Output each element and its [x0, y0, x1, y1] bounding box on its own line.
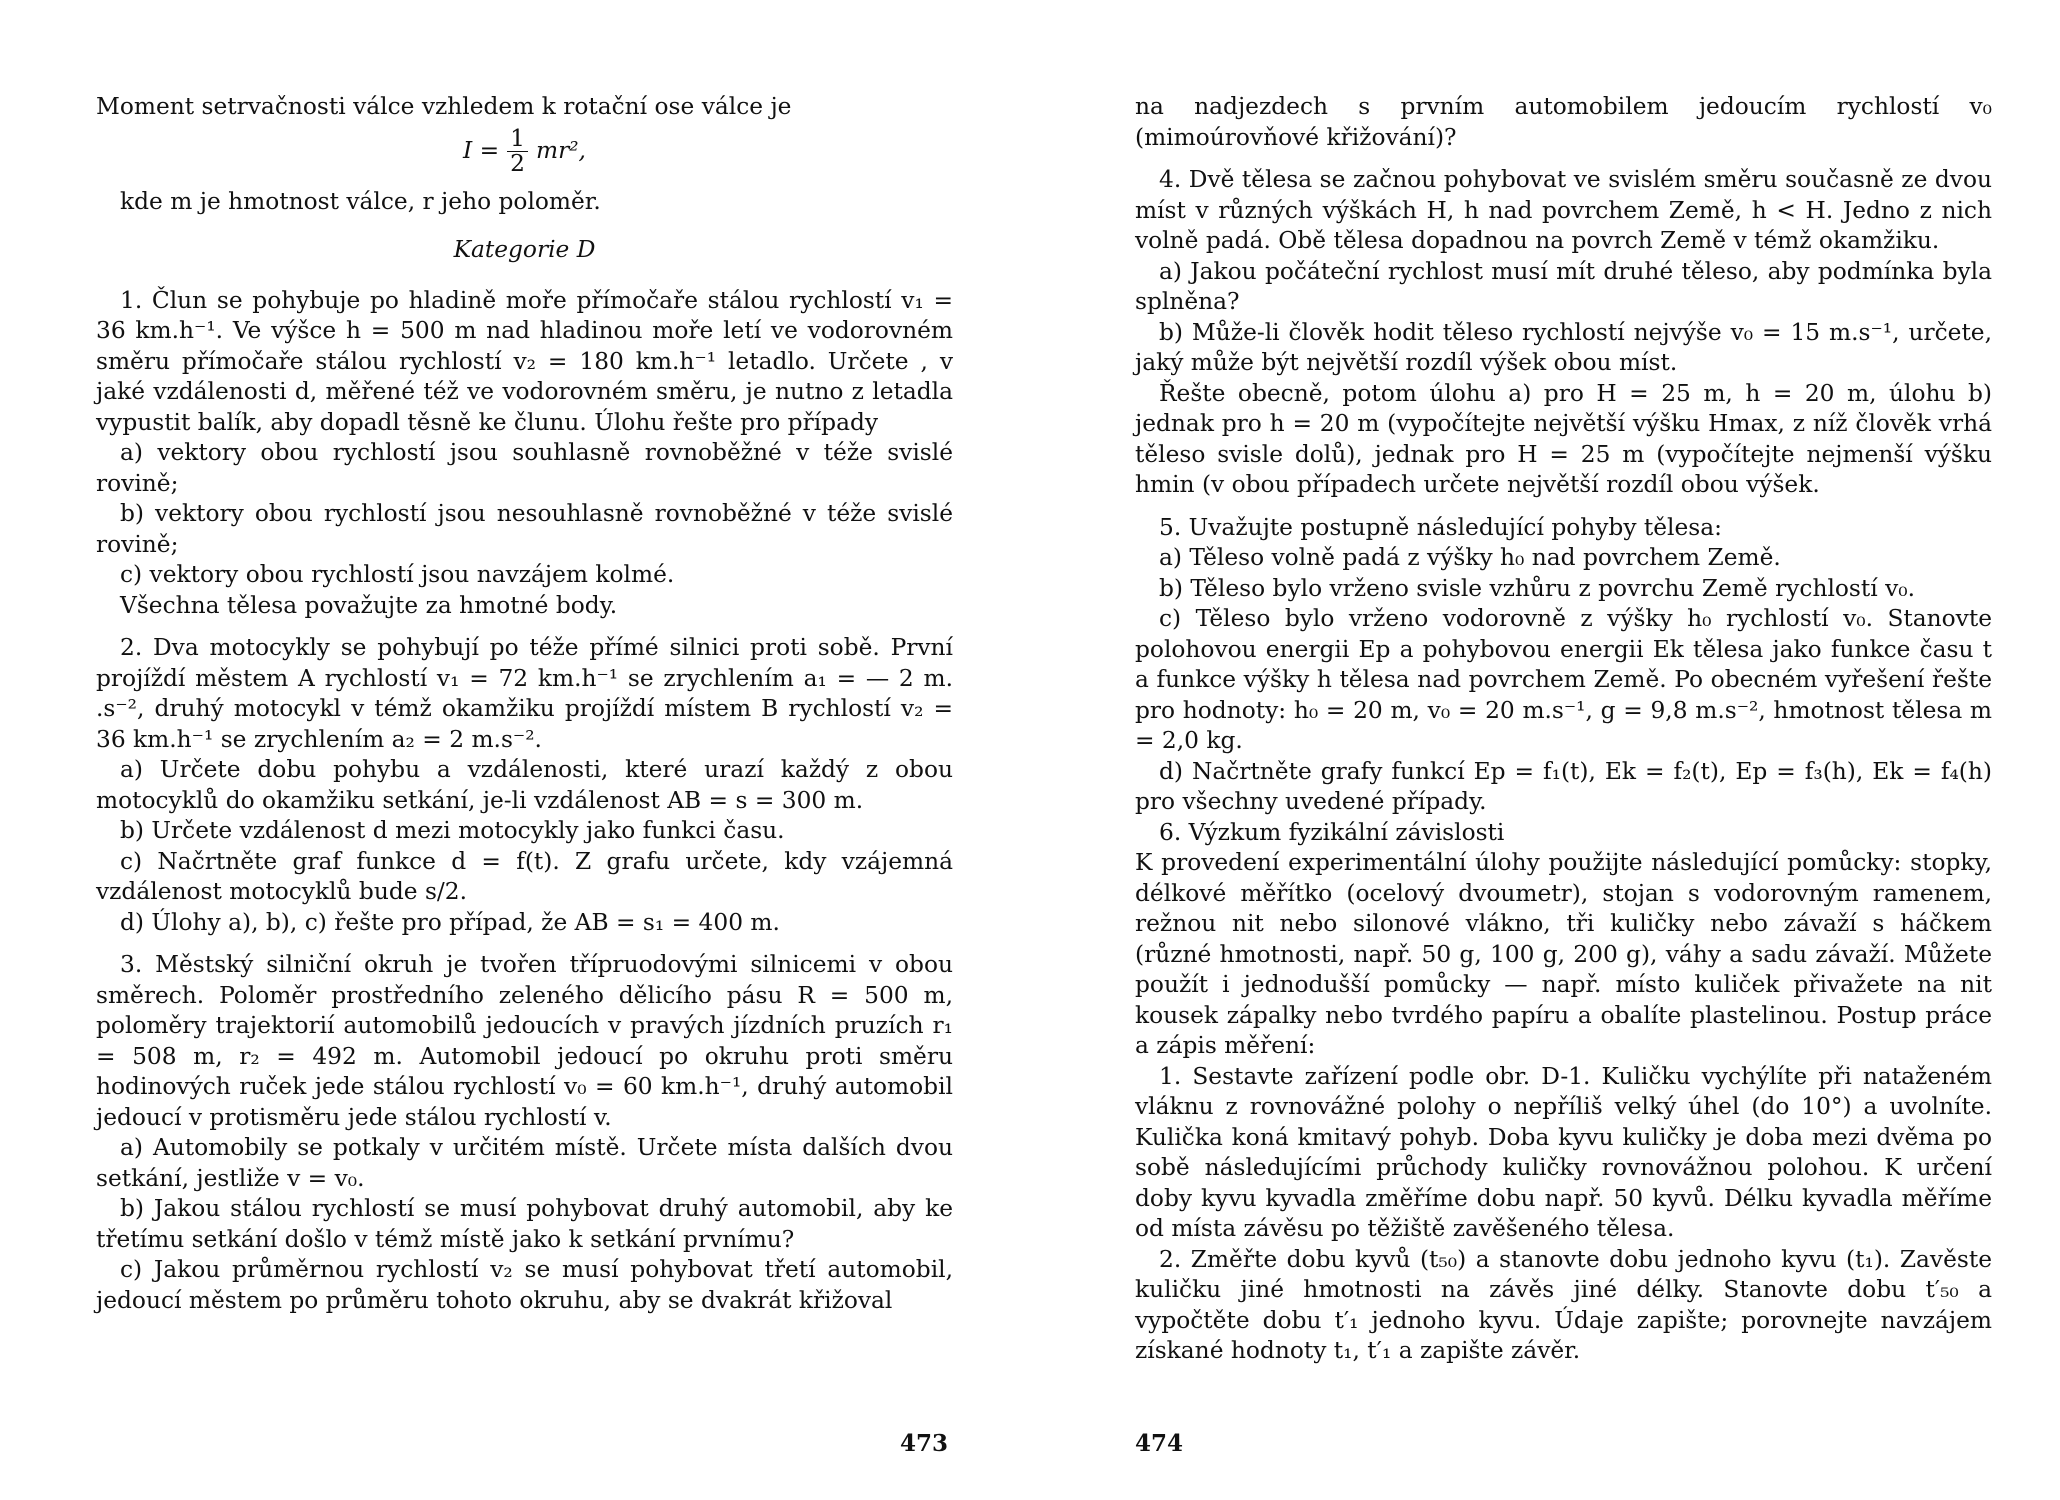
problem-3-continued: na nadjezdech s prvním automobilem jedoucím rychlostí v₀ (mimoúrovňové křižování)?	[1135, 93, 1992, 151]
problem-4-a: a) Jakou počáteční rychlost musí mít druhé těleso, aby podmínka byla splněna?	[1135, 257, 1992, 315]
problem-2-a: a) Určete dobu pohybu a vzdálenosti, které urazí každý z obou motocyklů do okamžiku setkání, je-li vzdálenost AB = s = 300 m.	[96, 756, 953, 814]
problem-4-instructions: Řešte obecně, potom úlohu a) pro H = 25 m, h = 20 m, úlohu b) jednak pro h = 20 m (vypočítejte největší výšku Hmax, z níž člověk vrhá těleso svisle dolů), jednak pro H = 25 m (vypočítejte nejmenší výšku hmin (v obou případech určete největší rozdíl obou výšek.	[1135, 379, 1992, 498]
section-heading: Kategorie D	[453, 236, 596, 263]
problem-5-d: d) Načrtněte grafy funkcí Ep = f₁(t), Ek = f₂(t), Ep = f₃(h), Ek = f₄(h) pro všechny uvedené případy.	[1135, 757, 1992, 815]
problem-6-intro: K provedení experimentální úlohy použijte následující pomůcky: stopky, délkové měřítko (ocelový dvoumetr), stojan s vodorovným ramenem, režnou nit nebo silonové vlákno, tři kuličky nebo závaží s háčkem (různé hmotnosti, např. 50 g, 100 g, 200 g), váhy a sadu závaží. Můžete použít i jednodušší pomůcky — např. místo kuliček přivažete na nit kousek zápalky nebo tvrdého papíru a obalíte plastelinou. Postup práce a zápis měření:	[1135, 849, 1992, 1059]
problem-2-d: d) Úlohy a), b), c) řešte pro případ, že AB = s₁ = 400 m.	[120, 908, 780, 936]
problem-2-b: b) Určete vzdálenost d mezi motocykly jako funkci času.	[120, 817, 785, 844]
problem-1-note: Všechna tělesa považujte za hmotné body.	[120, 591, 618, 619]
problem-3-c: c) Jakou průměrnou rychlostí v₂ se musí pohybovat třetí automobil, jedoucí městem po průměru tohoto okruhu, aby se dvakrát křižoval	[96, 1256, 953, 1314]
problem-3-b: b) Jakou stálou rychlostí se musí pohybovat druhý automobil, aby ke třetímu setkání došlo v témž místě jako k setkání prvnímu?	[96, 1195, 953, 1253]
formula-fraction	[507, 124, 528, 177]
problem-6-step-1: 1. Sestavte zařízení podle obr. D-1. Kuličku vychýlíte při nataženém vláknu z rovnovážné polohy o nepříliš velký úhel (do 10°) a uvolníte. Kulička koná kmitavý pohyb. Doba kyvu kuličky je doba mezi dvěma po sobě následujícími průchody kuličky rovnovážnou polohou. K určení doby kyvu kyvadla změříme dobu např. 50 kyvů. Délku kyvadla měříme od místa závěsu po těžiště zavěšeného tělesa.	[1135, 1062, 1992, 1242]
problem-3-a: a) Automobily se potkaly v určitém místě. Určete místa dalších dvou setkání, jestliže v = v₀.	[96, 1134, 953, 1192]
left-page	[96, 92, 953, 1316]
problem-3: 3. Městský silniční okruh je tvořen třípruodovými silnicemi v obou směrech. Poloměr prostředního zeleného dělicího pásu R = 500 m, poloměry trajektorií automobilů jedoucích v pravých jízdních pruzích r₁ = 508 m, r₂ = 492 m. Automobil jedoucí po okruhu proti směru hodinových ruček jede stálou rychlostí v₀ = 60 km.h⁻¹, druhý automobil jedoucí v protisměru jede stálou rychlostí v.	[96, 951, 953, 1131]
problem-5-c: c) Těleso bylo vrženo vodorovně z výšky h₀ rychlostí v₀. Stanovte polohovou energii Ep a pohybovou energii Ek tělesa jako funkce času t a funkce výšky h tělesa nad povrchem Země. Po obecném vyřešení řešte pro hodnoty: h₀ = 20 m, v₀ = 20 m.s⁻¹, g = 9,8 m.s⁻², hmotnost tělesa m = 2,0 kg.	[1135, 605, 1992, 754]
intro-text: Moment setrvačnosti válce vzhledem k rotační ose válce je	[96, 93, 792, 120]
formula-rhs: mr²,	[535, 136, 586, 164]
problem-5-b: b) Těleso bylo vrženo svisle vzhůru z povrchu Země rychlostí v₀.	[1159, 574, 1915, 602]
formula-numerator: 1	[507, 127, 528, 152]
right-page	[1135, 92, 1992, 1367]
page-number-right: 474	[1135, 1430, 1184, 1457]
problem-1-a: a) vektory obou rychlostí jsou souhlasně rovnoběžné v téže svislé rovině;	[96, 439, 953, 497]
moment-of-inertia-formula	[96, 124, 953, 183]
problem-1-c: c) vektory obou rychlostí jsou navzájem kolmé.	[120, 561, 675, 588]
page-number-left: 473	[900, 1430, 949, 1457]
problem-1: 1. Člun se pohybuje po hladině moře přímočaře stálou rychlostí v₁ = 36 km.h⁻¹. Ve výšce h = 500 m nad hladinou moře letí ve vodorovném směru přímočaře stálou rychlostí v₂ = 180 km.h⁻¹ letadlo. Určete , v jaké vzdálenosti d, měřené též ve vodorovném směru, je nutno z letadla vypustit balík, aby dopadl těsně ke člunu. Úlohu řešte pro případy	[96, 286, 953, 436]
problem-6-step-2: 2. Změřte dobu kyvů (t₅₀) a stanovte dobu jednoho kyvu (t₁). Zavěste kuličku jiné hmotnosti na závěs jiné délky. Stanovte dobu t′₅₀ a vypočtěte dobu t′₁ jednoho kyvu. Údaje zapište; porovnejte navzájem získané hodnoty t₁, t′₁ a zapište závěr.	[1135, 1245, 1992, 1364]
formula-lhs: I =	[463, 136, 500, 164]
problem-4: 4. Dvě tělesa se začnou pohybovat ve svislém směru současně ze dvou míst v různých výškách H, h nad povrchem Země, h < H. Jedno z nich volně padá. Obě tělesa dopadnou na povrch Země v témž okamžiku.	[1135, 166, 1992, 254]
problem-1-b: b) vektory obou rychlostí jsou nesouhlasně rovnoběžné v téže svislé rovině;	[96, 500, 953, 558]
problem-2: 2. Dva motocykly se pohybují po téže přímé silnici proti sobě. První projíždí městem A rychlostí v₁ = 72 km.h⁻¹ se zrychlením a₁ = — 2 m. .s⁻², druhý motocykl v témž okamžiku projíždí místem B rychlostí v₂ = 36 km.h⁻¹ se zrychlením a₂ = 2 m.s⁻².	[96, 634, 953, 753]
problem-4-b: b) Může-li člověk hodit těleso rychlostí nejvýše v₀ = 15 m.s⁻¹, určete, jaký může být největší rozdíl výšek obou míst.	[1135, 318, 1992, 376]
formula-denominator: 2	[510, 149, 525, 177]
problem-6-title: 6. Výzkum fyzikální závislosti	[1159, 818, 1505, 846]
problem-5: 5. Uvažujte postupně následující pohyby tělesa:	[1159, 513, 1722, 541]
problem-5-a: a) Těleso volně padá z výšky h₀ nad povrchem Země.	[1159, 544, 1781, 571]
problem-2-c: c) Načrtněte graf funkce d = f(t). Z grafu určete, kdy vzájemná vzdálenost motocyklů bude s/2.	[96, 847, 953, 905]
formula-explanation: kde m je hmotnost válce, r jeho poloměr.	[120, 187, 601, 215]
